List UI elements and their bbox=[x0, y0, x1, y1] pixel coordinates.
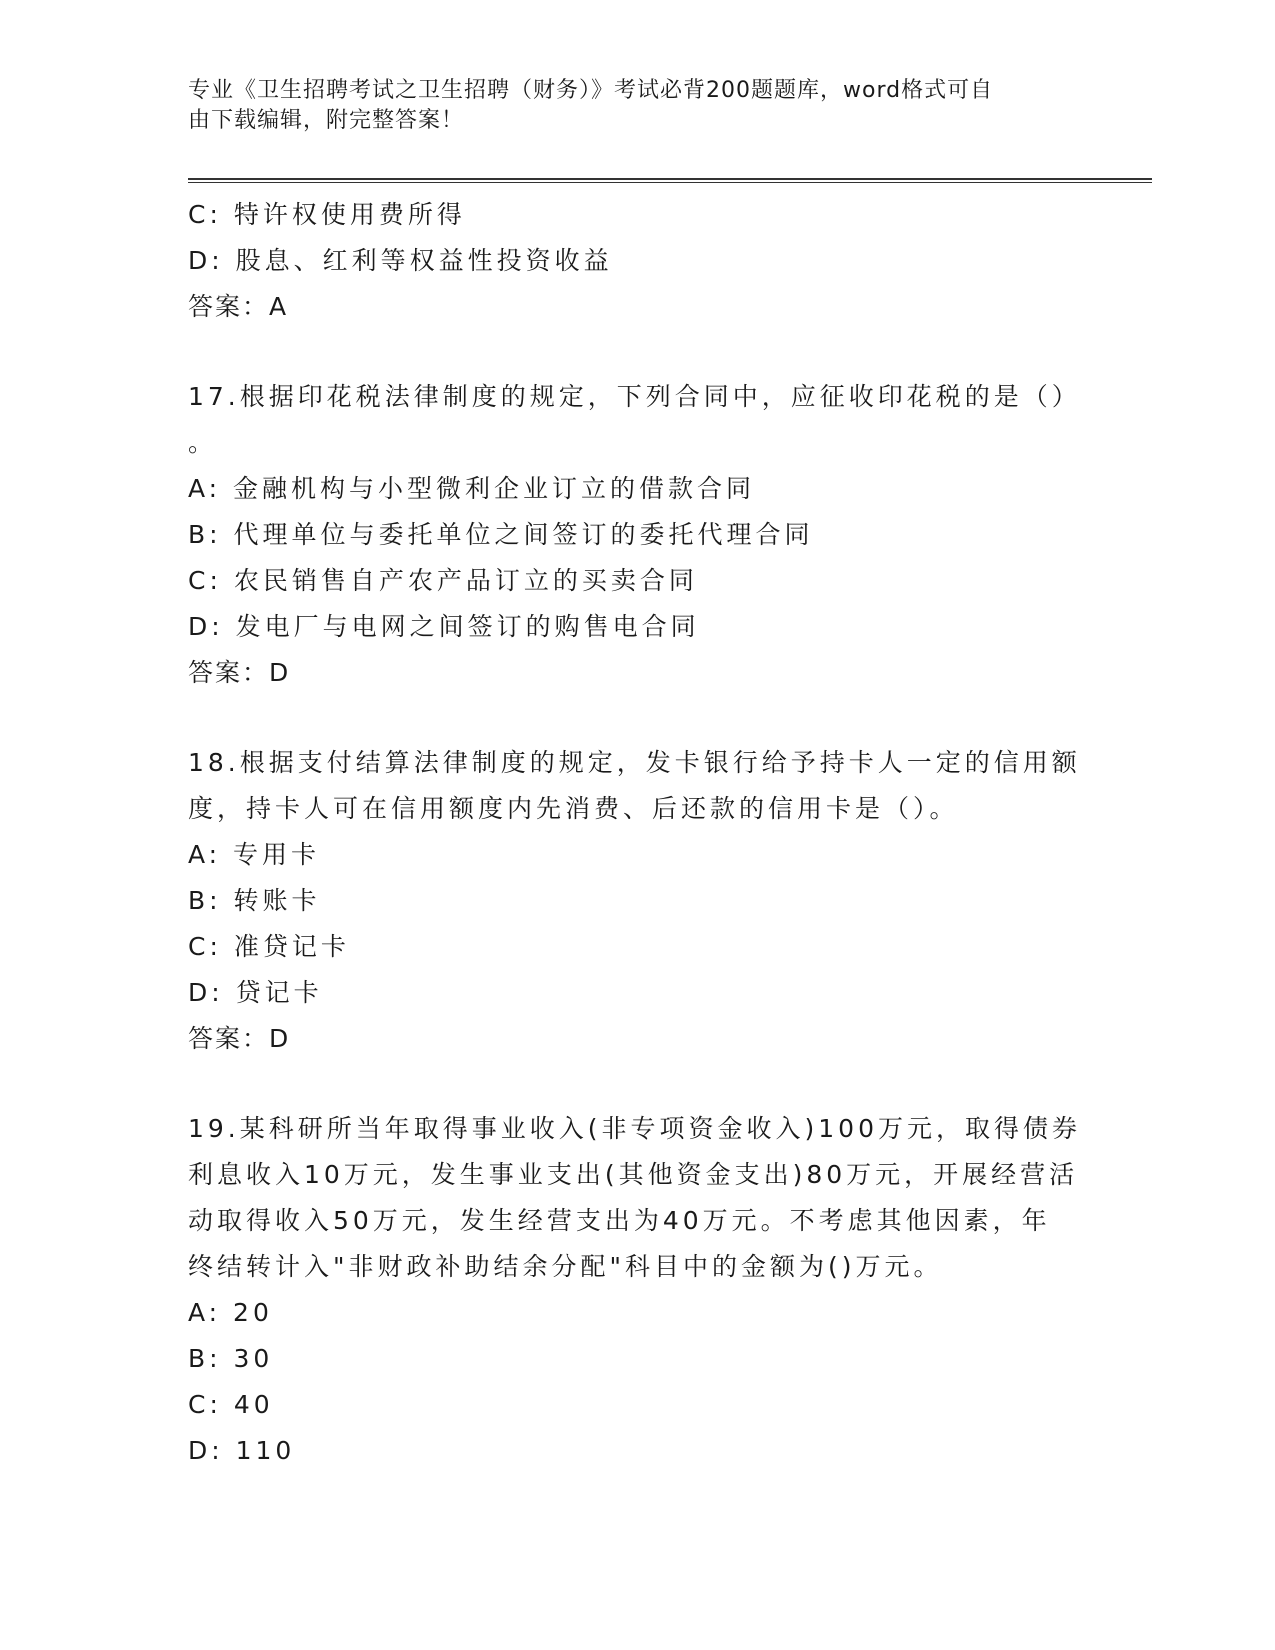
question-stem-line: 度，持卡人可在信用额度内先消费、后还款的信用卡是（）。 bbox=[188, 794, 959, 823]
header-title-line-1: 专业《卫生招聘考试之卫生招聘（财务）》考试必背200题题库，word格式可自 bbox=[188, 78, 994, 103]
spacer bbox=[188, 696, 1088, 740]
option-d: D: 股息、红利等权益性投资收益 bbox=[188, 246, 613, 275]
option-b: B: 转账卡 bbox=[188, 886, 321, 915]
header-divider bbox=[188, 178, 1152, 183]
answer: 答案：A bbox=[188, 292, 289, 321]
option-d: D: 发电厂与电网之间签订的购售电合同 bbox=[188, 612, 700, 641]
option-a: A: 20 bbox=[188, 1298, 273, 1327]
option-c: C: 40 bbox=[188, 1390, 274, 1419]
question-18 bbox=[188, 740, 1088, 1062]
question-stem-line: 18.根据支付结算法律制度的规定，发卡银行给予持卡人一定的信用额 bbox=[188, 748, 1081, 777]
option-b: B: 代理单位与委托单位之间签订的委托代理合同 bbox=[188, 520, 814, 549]
question-stem-line: 动取得收入50万元，发生经营支出为40万元。不考虑其他因素，年 bbox=[188, 1206, 1051, 1235]
option-c: C: 农民销售自产农产品订立的买卖合同 bbox=[188, 566, 698, 595]
option-c: C: 准贷记卡 bbox=[188, 932, 350, 961]
question-stem-line: 终结转计入"非财政补助结余分配"科目中的金额为()万元。 bbox=[188, 1252, 943, 1281]
option-a: A: 专用卡 bbox=[188, 840, 321, 869]
question-stem-line: 17.根据印花税法律制度的规定，下列合同中，应征收印花税的是（） bbox=[188, 382, 1081, 411]
option-d: D: 110 bbox=[188, 1436, 296, 1465]
header-title-line-2: 由下载编辑，附完整答案！ bbox=[188, 108, 465, 133]
answer: 答案：D bbox=[188, 1024, 291, 1053]
spacer bbox=[188, 330, 1088, 374]
answer: 答案：D bbox=[188, 658, 291, 687]
option-b: B: 30 bbox=[188, 1344, 274, 1373]
question-content bbox=[188, 192, 1088, 1474]
question-stem-line: 利息收入10万元，发生事业支出(其他资金支出)80万元，开展经营活 bbox=[188, 1160, 1079, 1189]
spacer bbox=[188, 1062, 1088, 1106]
question-17 bbox=[188, 374, 1088, 696]
option-d: D: 贷记卡 bbox=[188, 978, 323, 1007]
page-header bbox=[188, 76, 1068, 136]
previous-question-tail bbox=[188, 192, 1088, 330]
question-stem-line: 。 bbox=[188, 428, 218, 457]
option-a: A: 金融机构与小型微利企业订立的借款合同 bbox=[188, 474, 756, 503]
question-stem-line: 19.某科研所当年取得事业收入(非专项资金收入)100万元，取得债券 bbox=[188, 1114, 1081, 1143]
question-19 bbox=[188, 1106, 1088, 1474]
option-c: C: 特许权使用费所得 bbox=[188, 200, 466, 229]
